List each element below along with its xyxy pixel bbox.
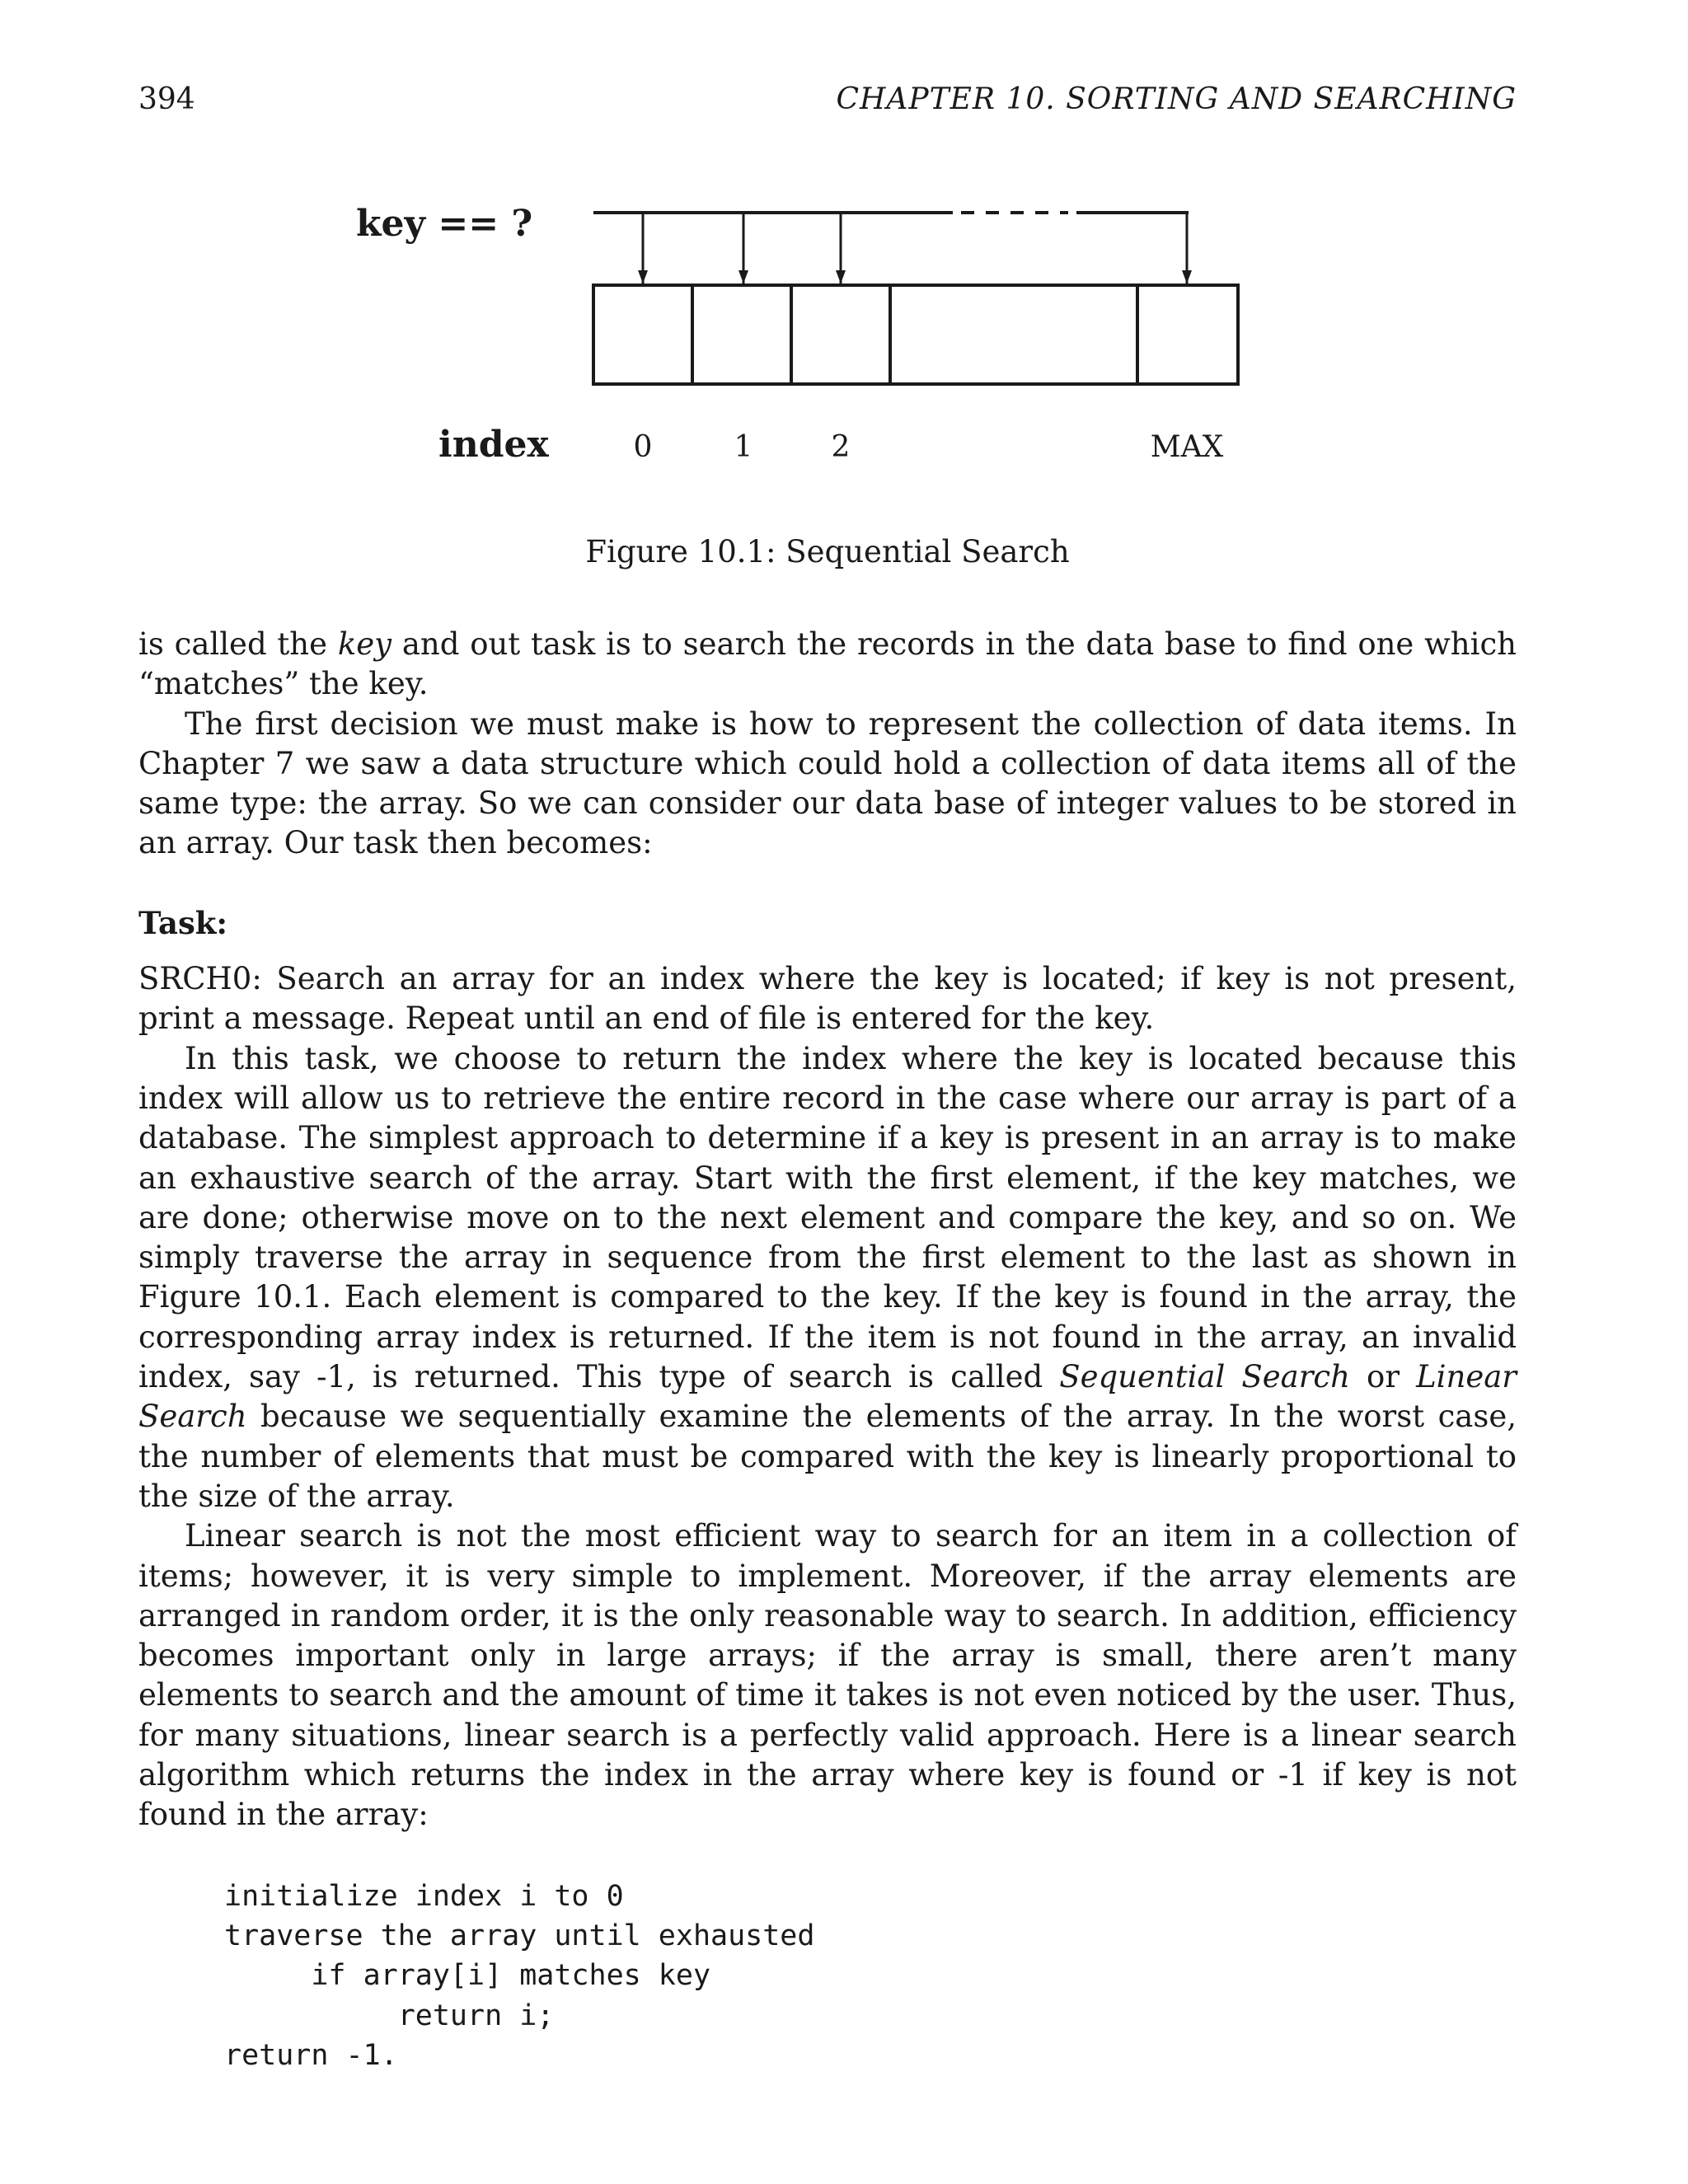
- index-1: 1: [734, 430, 753, 464]
- array-diagram: [138, 181, 1517, 527]
- text-run: In this task, we choose to return the index where the key is located because this index will allow us to retrieve the entire record in the case where our array is part of a database. The simplest approach to determine if a key is present in an array is to make an exhaustive search of the array. Start with the first element, if the key matches, we are done; otherwise move on to the next element and compare the key, and so on. We simply traverse the array in sequence from the first element to the last as shown in Figure 10.1. Each element is compared to the key. If the key is found in the array, the corresponding array index is returned. If the item is not found in the array, an invalid index, say -1, is returned. This type of search is called: [138, 1040, 1517, 1395]
- page: [138, 0, 1517, 2184]
- body-text: [138, 625, 1517, 2075]
- figure-caption: Figure 10.1: Sequential Search: [585, 534, 1070, 569]
- text-run: or: [1349, 1359, 1417, 1395]
- text-run: is called the: [138, 626, 338, 662]
- key-label: key == ?: [356, 203, 533, 245]
- array-box: [593, 285, 1238, 384]
- page-number: 394: [138, 82, 195, 116]
- task-description: SRCH0: Search an array for an index where the key is located; if key is not present, print a message. Repeat until an end of file is entered for the key.: [138, 961, 1517, 1037]
- paragraph-3: [138, 1039, 1517, 1517]
- emphasis-linear-search: Linear Search: [138, 1359, 1517, 1435]
- index-label: index: [438, 424, 549, 466]
- paragraph-2: The first decision we must make is how to represent the collection of data items. In Chapter 7 we saw a data structure which could hold a collection of data items all of the same type: the array. So we can consider our data base of integer values to be stored in an array. Our task then becomes:: [138, 705, 1517, 861]
- text-run: because we sequentially examine the elements of the array. In the worst case, the number of elements that must be compared with the key is linearly proportional to the size of the array.: [138, 1399, 1517, 1514]
- text-run: and out task is to search the records in the data base to find one which “matches” the key.: [138, 626, 1517, 702]
- task-heading: Task:: [138, 904, 228, 941]
- paragraph-4: Linear search is not the most efficient way to search for an item in a collection of items; however, it is very simple to implement. Moreover, if the array elements are arranged in random order, it is the only reasonable way to search. In addition, efficiency becomes important only in large arrays; if the array is small, there aren’t many elements to search and the amount of time it takes is not even noticed by the user. Thus, for many situations, linear search is a perfectly valid approach. Here is a linear search algorithm which returns the index in the array where key is found or -1 if key is not found in the array:: [138, 1518, 1517, 1833]
- index-2: 2: [831, 430, 851, 464]
- algorithm-code-block: initialize index i to 0 traverse the array until exhausted if array[i] matches key return i; return -1.: [224, 1879, 815, 2072]
- running-head: [138, 79, 1517, 120]
- index-max: MAX: [1150, 430, 1224, 464]
- paragraph-1: [138, 625, 1517, 705]
- emphasis-key: key: [337, 626, 392, 662]
- chapter-title: CHAPTER 10. SORTING AND SEARCHING: [836, 82, 1517, 116]
- emphasis-sequential-search: Sequential Search: [1059, 1359, 1350, 1395]
- index-0: 0: [633, 430, 653, 464]
